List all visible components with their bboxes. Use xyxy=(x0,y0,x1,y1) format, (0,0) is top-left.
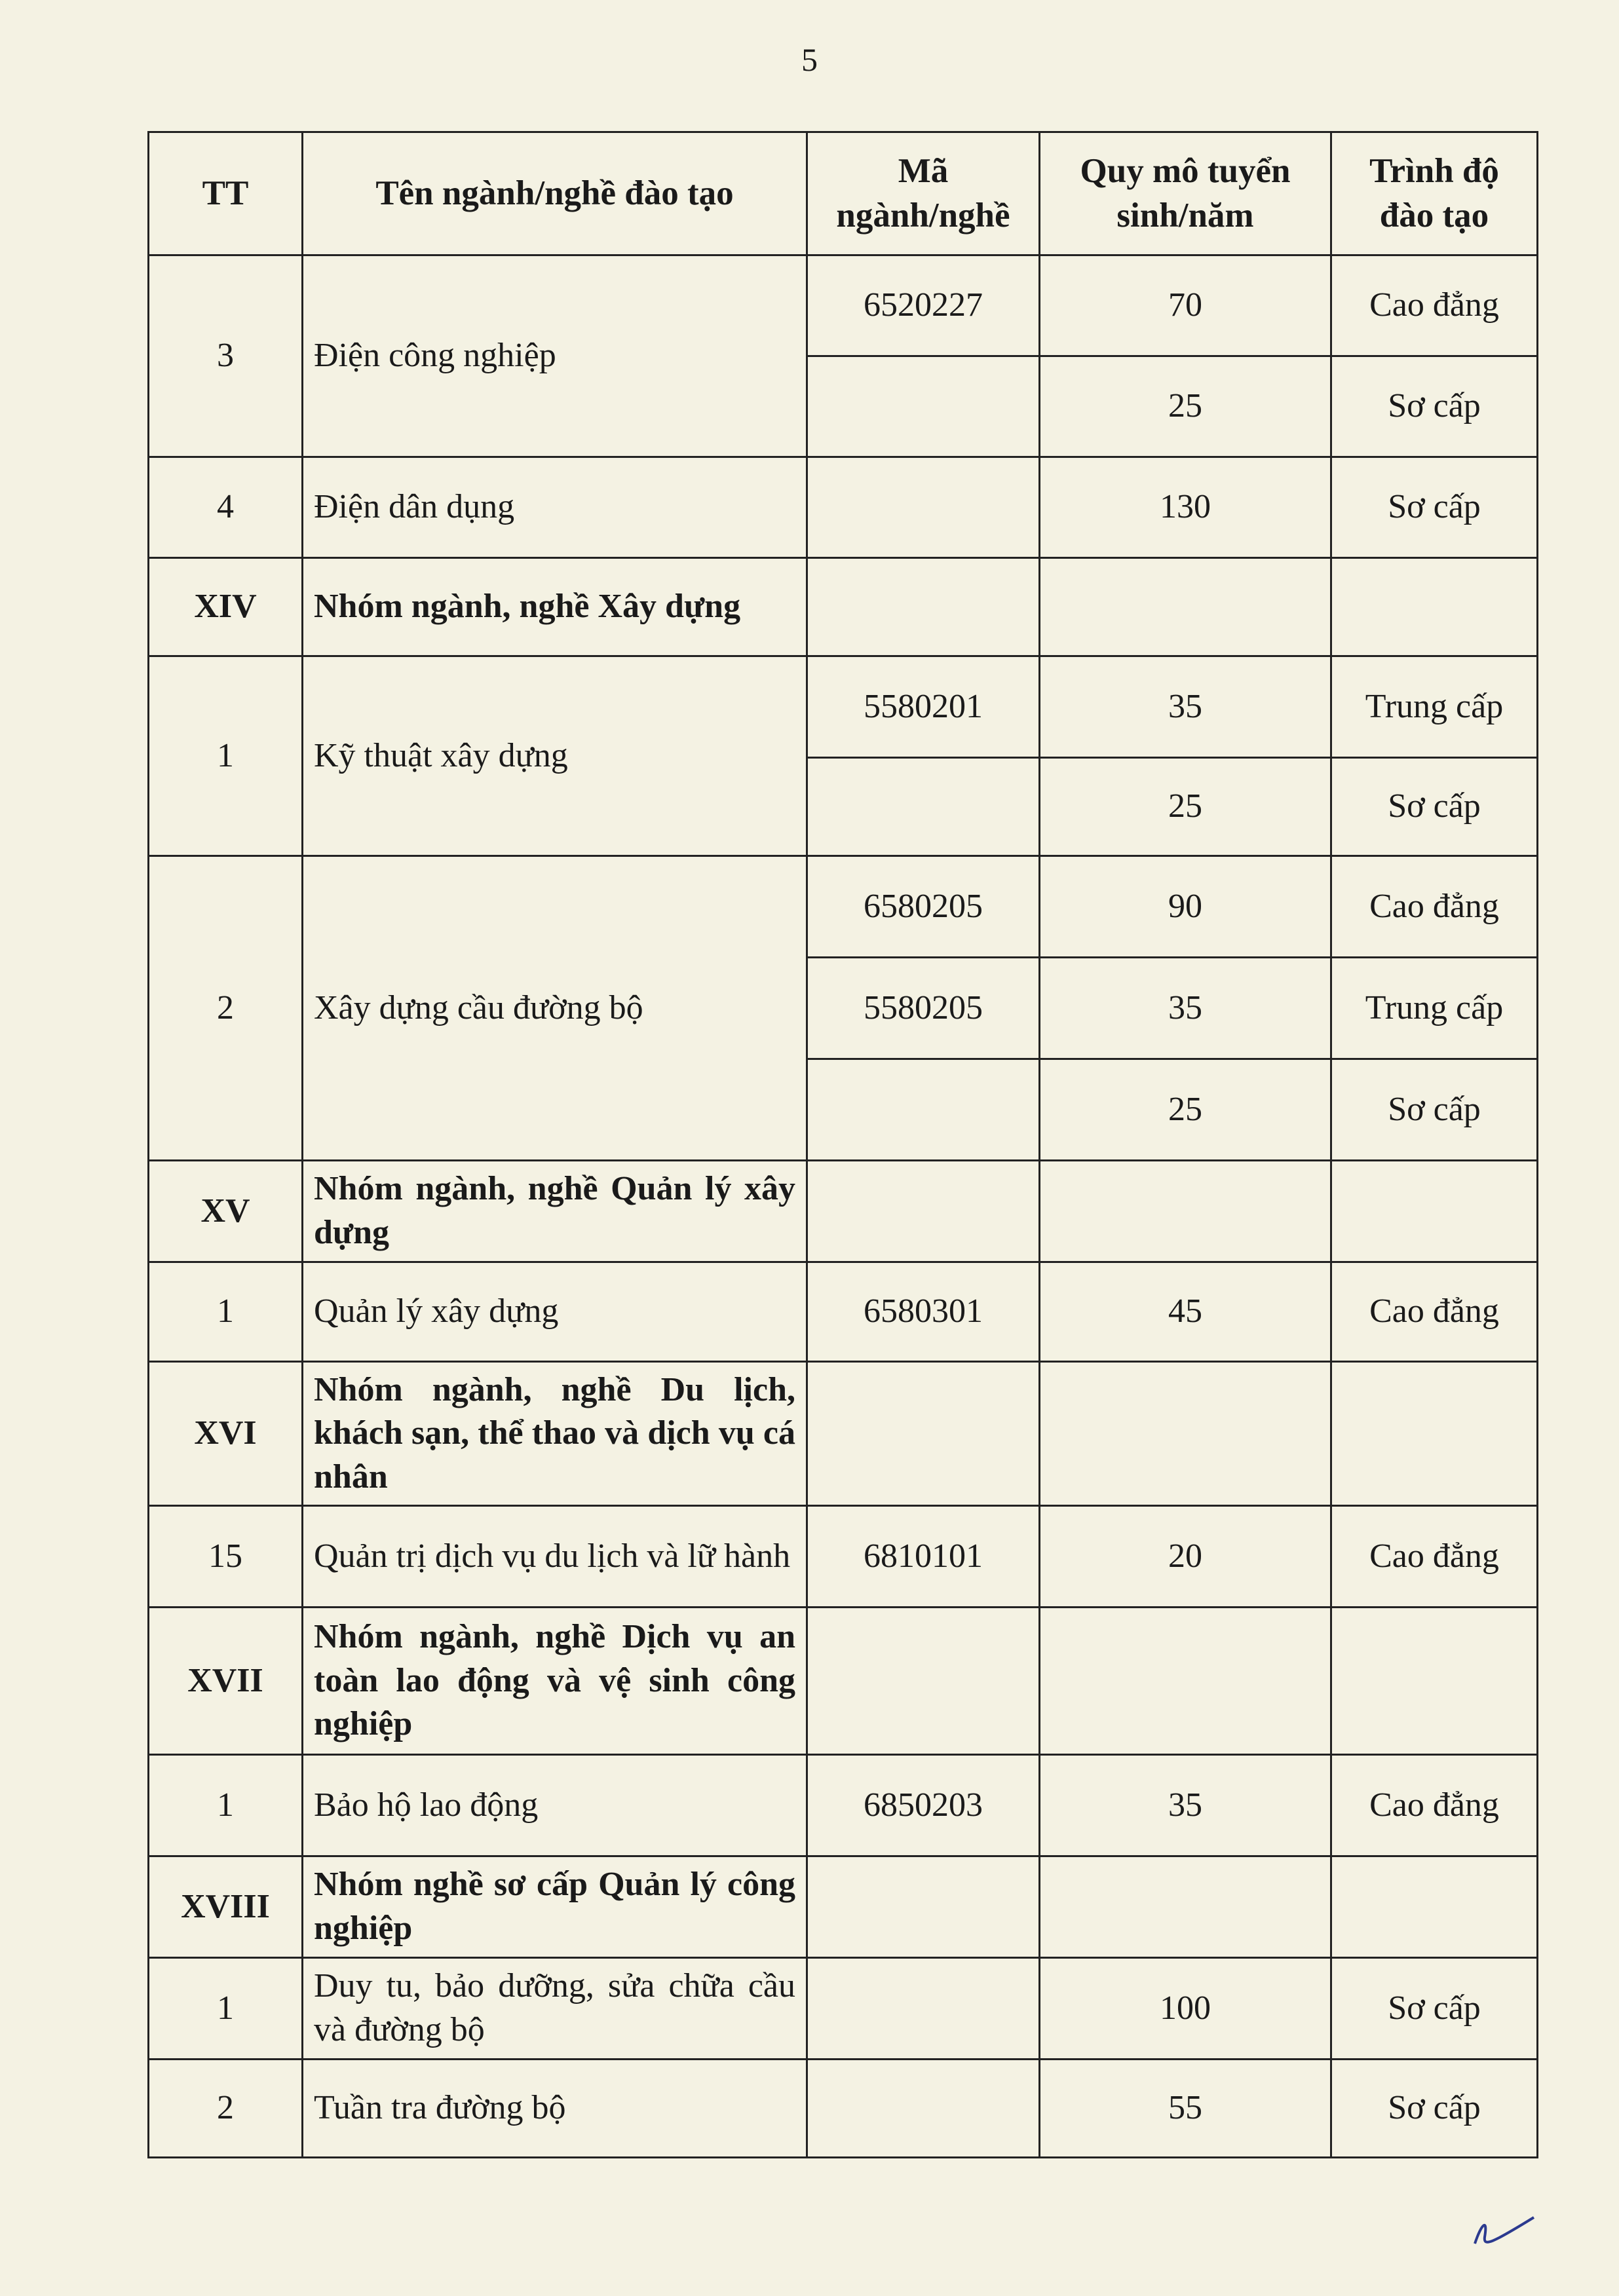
header-tt: TT xyxy=(149,132,303,255)
row-scale: 90 xyxy=(1040,856,1331,958)
row-code xyxy=(807,457,1040,558)
empty-cell xyxy=(1331,1856,1538,1958)
row-level: Sơ cấp xyxy=(1331,758,1538,856)
group-tt: XVIII xyxy=(149,1856,303,1958)
empty-cell xyxy=(1040,1608,1331,1755)
row-tt: 1 xyxy=(149,1958,303,2060)
row-code xyxy=(807,758,1040,856)
row-scale: 70 xyxy=(1040,255,1331,356)
row-scale: 35 xyxy=(1040,656,1331,758)
group-row xyxy=(149,1856,1538,1958)
row-code: 5580205 xyxy=(807,958,1040,1059)
row-level: Sơ cấp xyxy=(1331,356,1538,457)
row-code: 5580201 xyxy=(807,656,1040,758)
empty-cell xyxy=(1040,1362,1331,1506)
group-name: Nhóm ngành, nghề Quản lý xây dựng xyxy=(303,1161,807,1262)
row-code xyxy=(807,2060,1040,2158)
row-scale: 130 xyxy=(1040,457,1331,558)
row-code: 6520227 xyxy=(807,255,1040,356)
row-code xyxy=(807,356,1040,457)
empty-cell xyxy=(1331,1362,1538,1506)
initials-signature xyxy=(1462,2211,1540,2250)
row-name: Tuần tra đường bộ xyxy=(303,2060,807,2158)
row-level: Cao đẳng xyxy=(1331,1506,1538,1608)
row-level: Trung cấp xyxy=(1331,656,1538,758)
empty-cell xyxy=(1331,1608,1538,1755)
header-scale: Quy mô tuyển sinh/năm xyxy=(1040,132,1331,255)
group-name: Nhóm ngành, nghề Du lịch, khách sạn, thể thao và dịch vụ cá nhân xyxy=(303,1362,807,1506)
row-code xyxy=(807,1958,1040,2060)
row-code: 6810101 xyxy=(807,1506,1040,1608)
row-tt: 1 xyxy=(149,1262,303,1362)
row-tt: 3 xyxy=(149,255,303,457)
group-name: Nhóm ngành, nghề Dịch vụ an toàn lao động và vệ sinh công nghiệp xyxy=(303,1608,807,1755)
training-table xyxy=(147,131,1538,2158)
group-name: Nhóm nghề sơ cấp Quản lý công nghiệp xyxy=(303,1856,807,1958)
empty-cell xyxy=(807,1362,1040,1506)
row-level: Sơ cấp xyxy=(1331,457,1538,558)
page-number: 5 xyxy=(801,41,818,78)
empty-cell xyxy=(1040,1856,1331,1958)
row-scale: 45 xyxy=(1040,1262,1331,1362)
group-row xyxy=(149,1161,1538,1262)
row-scale: 25 xyxy=(1040,356,1331,457)
row-tt: 15 xyxy=(149,1506,303,1608)
table-row xyxy=(149,2060,1538,2158)
group-row xyxy=(149,1608,1538,1755)
group-row xyxy=(149,1362,1538,1506)
row-scale: 35 xyxy=(1040,1755,1331,1856)
group-name: Nhóm ngành, nghề Xây dựng xyxy=(303,558,807,656)
row-level: Sơ cấp xyxy=(1331,1958,1538,2060)
row-scale: 55 xyxy=(1040,2060,1331,2158)
table-row xyxy=(149,1958,1538,2060)
header-level: Trình độ đào tạo xyxy=(1331,132,1538,255)
table-row xyxy=(149,856,1538,958)
row-tt: 1 xyxy=(149,656,303,856)
row-level: Cao đẳng xyxy=(1331,1755,1538,1856)
group-tt: XVI xyxy=(149,1362,303,1506)
table-row xyxy=(149,457,1538,558)
row-level: Sơ cấp xyxy=(1331,1059,1538,1161)
row-name: Quản lý xây dựng xyxy=(303,1262,807,1362)
empty-cell xyxy=(1040,1161,1331,1262)
row-scale: 20 xyxy=(1040,1506,1331,1608)
row-tt: 2 xyxy=(149,856,303,1161)
row-code: 6850203 xyxy=(807,1755,1040,1856)
row-name: Quản trị dịch vụ du lịch và lữ hành xyxy=(303,1506,807,1608)
empty-cell xyxy=(807,1856,1040,1958)
row-level: Trung cấp xyxy=(1331,958,1538,1059)
row-scale: 25 xyxy=(1040,758,1331,856)
row-tt: 4 xyxy=(149,457,303,558)
group-tt: XIV xyxy=(149,558,303,656)
row-scale: 25 xyxy=(1040,1059,1331,1161)
row-name: Bảo hộ lao động xyxy=(303,1755,807,1856)
training-table-container xyxy=(147,131,1536,2162)
table-row xyxy=(149,1262,1538,1362)
row-name: Xây dựng cầu đường bộ xyxy=(303,856,807,1161)
row-scale: 35 xyxy=(1040,958,1331,1059)
row-name: Điện công nghiệp xyxy=(303,255,807,457)
group-tt: XV xyxy=(149,1161,303,1262)
row-tt: 1 xyxy=(149,1755,303,1856)
row-name: Duy tu, bảo dưỡng, sửa chữa cầu và đường bộ xyxy=(303,1958,807,2060)
row-level: Sơ cấp xyxy=(1331,2060,1538,2158)
table-row xyxy=(149,656,1538,758)
group-row xyxy=(149,558,1538,656)
header-name: Tên ngành/nghề đào tạo xyxy=(303,132,807,255)
table-header-row xyxy=(149,132,1538,255)
empty-cell xyxy=(1331,558,1538,656)
row-level: Cao đẳng xyxy=(1331,856,1538,958)
row-code xyxy=(807,1059,1040,1161)
row-level: Cao đẳng xyxy=(1331,1262,1538,1362)
empty-cell xyxy=(1040,558,1331,656)
table-row xyxy=(149,255,1538,356)
group-tt: XVII xyxy=(149,1608,303,1755)
row-name: Kỹ thuật xây dựng xyxy=(303,656,807,856)
header-code: Mã ngành/nghề xyxy=(807,132,1040,255)
row-code: 6580205 xyxy=(807,856,1040,958)
table-row xyxy=(149,1506,1538,1608)
table-row xyxy=(149,1755,1538,1856)
row-scale: 100 xyxy=(1040,1958,1331,2060)
empty-cell xyxy=(807,558,1040,656)
empty-cell xyxy=(1331,1161,1538,1262)
row-tt: 2 xyxy=(149,2060,303,2158)
row-name: Điện dân dụng xyxy=(303,457,807,558)
row-code: 6580301 xyxy=(807,1262,1040,1362)
empty-cell xyxy=(807,1608,1040,1755)
row-level: Cao đẳng xyxy=(1331,255,1538,356)
empty-cell xyxy=(807,1161,1040,1262)
